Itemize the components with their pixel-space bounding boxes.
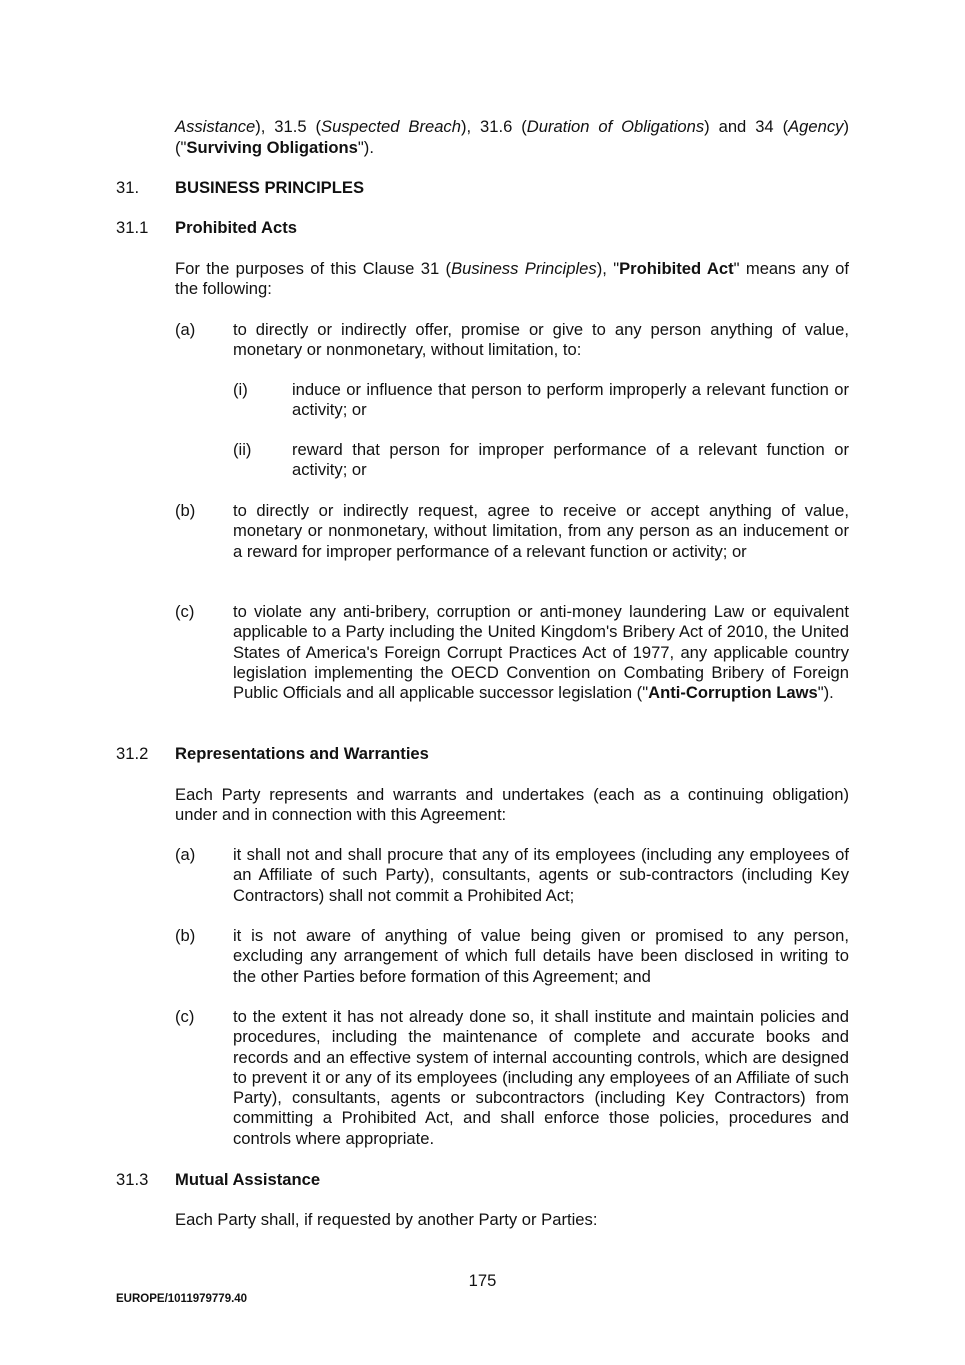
sublist-label: (i)	[233, 380, 248, 399]
list-label: (c)	[175, 602, 195, 621]
clause-reference: Assistance	[175, 117, 256, 136]
text-run: ").	[817, 683, 834, 703]
paragraph: Each Party shall, if requested by another Party or Parties:	[175, 1210, 598, 1229]
list-label: (b)	[175, 501, 196, 520]
list-label: (b)	[175, 926, 196, 945]
text-run: ) and 34 (	[704, 117, 789, 136]
list-item-text: to the extent it has not already done so, it shall institute and maintain policies and procedures, including the maintenance of complete and accurate books and records and an effective system of internal accounting controls, which are designed to prevent it or any of its employees (including any employees of an Affiliate of such Party), consultants, agents or subcontractors (including Key Contractors) from committing a Prohibited Act, and shall enforce those policies, procedures and controls where appropriate.	[233, 1007, 849, 1148]
list-item-text: to directly or indirectly offer, promise or give to any person anything of value, monetary or nonmonetary, without limitation, to:	[233, 320, 849, 360]
subclause-number: 31.3	[116, 1170, 149, 1189]
clause-reference: Agency	[788, 117, 844, 136]
subclause-title: Representations and Warranties	[175, 744, 429, 763]
document-reference: EUROPE/1011979779.40	[116, 1293, 248, 1305]
list-label: (a)	[175, 845, 196, 864]
sublist-item-text: induce or influence that person to perform improperly a relevant function or activity; or	[292, 380, 849, 420]
list-item-text	[233, 602, 849, 703]
text-run: to violate any anti-bribery, corruption or anti-money laundering Law or equivalent applicable to a Party including the United Kingdom's Bribery Act of 2010, the United States of America's Foreign Corrupt Practices Act of 1977, any applicable country legislation implementing the OECD Convention on Combating Bribery of Foreign Public Officials and all applicable successor legislation ("	[233, 602, 849, 703]
clause-number: 31.	[116, 178, 140, 197]
list-item-text: it shall not and shall procure that any of its employees (including any employees of an Affiliate of such Party), consultants, agents or sub-contractors (including Key Contractors) shall not commit a Prohibited Act;	[233, 845, 849, 905]
text-run: ), "	[596, 259, 620, 278]
list-item-text: it is not aware of anything of value being given or promised to any person, excluding any arrangement of which full details have been disclosed in writing to the other Parties before formation of this Agreement; and	[233, 926, 849, 986]
defined-term: Surviving Obligations	[186, 138, 358, 157]
subclause-title: Mutual Assistance	[175, 1170, 321, 1189]
text-run: For the purposes of this Clause 31 (	[175, 259, 452, 278]
paragraph	[175, 259, 849, 300]
subclause-number: 31.1	[116, 218, 149, 237]
list-item-text: to directly or indirectly request, agree to receive or accept anything of value, monetary or nonmonetary, without limitation, from any person as an inducement or a reward for improper performance of a relevant function or activity; or	[233, 501, 849, 561]
clause-reference: Suspected Breach	[321, 117, 461, 136]
clause-title: BUSINESS PRINCIPLES	[175, 178, 365, 197]
subclause-number: 31.2	[116, 744, 149, 763]
text-run: ), 31.5 (	[255, 117, 322, 136]
text-run: " means any of the following:	[175, 259, 850, 299]
clause-reference: Business Principles	[451, 259, 597, 278]
text-run: ), 31.6 (	[460, 117, 527, 136]
intro-line-2	[175, 138, 849, 158]
list-label: (a)	[175, 320, 196, 339]
text-run: )	[843, 117, 849, 136]
page-number: 175	[468, 1271, 497, 1290]
defined-term: Anti-Corruption Laws	[648, 683, 818, 703]
clause-reference: Duration of Obligations	[526, 117, 705, 136]
list-label: (c)	[175, 1007, 195, 1026]
sublist-label: (ii)	[233, 440, 252, 459]
sublist-item-text: reward that person for improper performance of a relevant function or activity; or	[292, 440, 849, 480]
text-run: ("	[175, 138, 187, 157]
defined-term: Prohibited Act	[619, 259, 734, 278]
subclause-title: Prohibited Acts	[175, 218, 298, 237]
paragraph: Each Party represents and warrants and undertakes (each as a continuing obligation) under and in connection with this Agreement:	[175, 785, 849, 825]
text-run: ").	[357, 138, 374, 157]
